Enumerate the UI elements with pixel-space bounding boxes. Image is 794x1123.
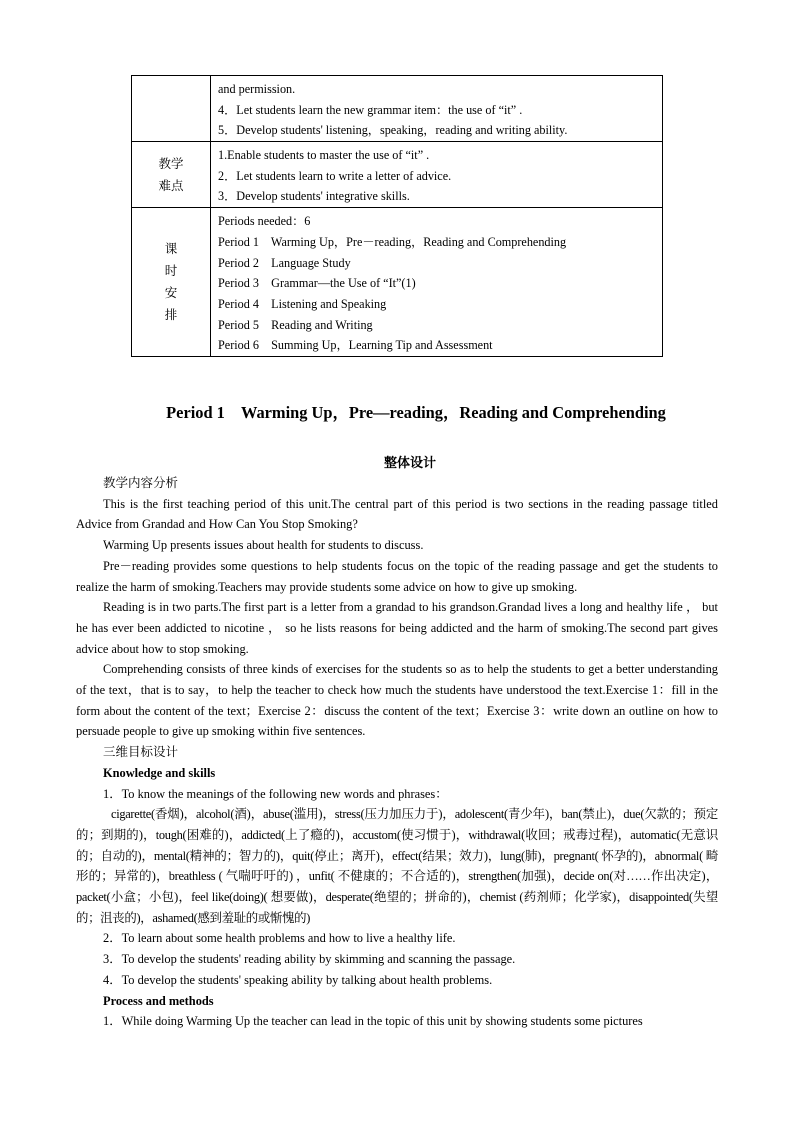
schedule-cell: [211, 208, 663, 357]
table-row-schedule: [132, 208, 663, 357]
knowledge-item: 1．To know the meanings of the following new words and phrases：: [103, 786, 448, 801]
objectives-line: and permission.: [218, 82, 296, 96]
objectives-line: 5．Develop students' listening，speaking，reading and writing ability.: [218, 123, 568, 138]
period-title: Period 1 Warming Up，Pre—reading，Reading and Comprehending: [166, 403, 666, 422]
difficulties-line: 1.Enable students to master the use of “it” .: [218, 148, 430, 163]
difficulties-header-cell: [132, 142, 211, 208]
schedule-line: Period 3 Grammar—the Use of “It”(1): [218, 276, 416, 291]
paragraph: Pre－reading provides some questions to help students focus on the topic of the reading passage and get the students to realize the harm of smoking.Teachers may provide students some advice on how to give up smoking.: [76, 558, 718, 594]
teaching-plan-table: [131, 75, 663, 357]
objectives-header-cell: [132, 76, 211, 142]
schedule-header-char: 时: [164, 263, 178, 279]
knowledge-item: 2．To learn about some health problems and how to live a healthy life.: [103, 931, 456, 946]
paragraph: Reading is in two parts.The first part is a letter from a grandad to his grandson.Grandad lives a long and healthy life ， but he has ever been addicted to nicotine ， so he lists reasons for being addicted and the harm of smoking.The second part gives advice about how to stop smoking.: [76, 600, 718, 656]
paragraph: Comprehending consists of three kinds of exercises for the students so as to help the students to get a better understanding of the text，that is to say，to help the teacher to check how much the students have understood the text.Exercise 1：fill in the form about the content of the text；Exercise 2：discuss the content of the text；Exercise 3：write down an outline on how to persuade people to give up smoking within five sentences.: [76, 662, 718, 739]
schedule-line: Periods needed：6: [218, 214, 311, 229]
paragraph: This is the first teaching period of this unit.The central part of this period is two sections in the reading passage titled Advice from Grandad and How Can You Stop Smoking?: [76, 496, 718, 532]
paragraph: Warming Up presents issues about health for students to discuss.: [103, 538, 424, 553]
goals-heading: 三维目标设计: [103, 744, 179, 760]
section-title: 整体设计: [383, 456, 436, 471]
schedule-line: Period 2 Language Study: [218, 255, 351, 270]
difficulties-cell: [211, 142, 663, 208]
schedule-header-cell: [132, 208, 211, 357]
schedule-header-char: 课: [164, 241, 178, 257]
difficulties-header-line: 教学: [158, 155, 184, 171]
schedule-line: Period 5 Reading and Writing: [218, 317, 373, 332]
objectives-cell: [211, 76, 663, 142]
process-heading: Process and methods: [103, 993, 214, 1008]
knowledge-item: 4．To develop the students' speaking ability by talking about health problems.: [103, 972, 493, 987]
difficulties-line: 3．Develop students' integrative skills.: [218, 189, 410, 204]
schedule-line: Period 6 Summing Up，Learning Tip and Assessment: [218, 338, 493, 353]
difficulties-line: 2．Let students learn to write a letter of advice.: [218, 168, 452, 183]
table-row-difficulties: [132, 142, 663, 208]
table-row-objectives: [132, 76, 663, 142]
knowledge-item: 3．To develop the students' reading ability by skimming and scanning the passage.: [103, 952, 516, 967]
schedule-header-char: 安: [164, 285, 178, 301]
knowledge-heading: Knowledge and skills: [103, 765, 216, 780]
schedule-line: Period 1 Warming Up，Pre－reading，Reading and Comprehending: [218, 234, 567, 249]
content-analysis-heading: 教学内容分析: [103, 475, 179, 490]
schedule-header-char: 排: [164, 307, 178, 323]
difficulties-header-line: 难点: [158, 177, 184, 193]
main-content: [76, 473, 718, 1032]
process-item: 1．While doing Warming Up the teacher can lead in the topic of this unit by showing students some pictures: [103, 1014, 643, 1029]
schedule-line: Period 4 Listening and Speaking: [218, 296, 387, 311]
vocabulary-list: cigarette(香烟)，alcohol(酒)，abuse(滥用)，stress(压力加压力于)，adolescent(青少年)，ban(禁止)，due(欠款的；预定的；到期的)，tough(困难的)，addicted(上了瘾的)，accustom(使习惯于)，withdrawal(收回；戒毒过程)，automatic(无意识的；自动的)，mental(精神的；智力的)，quit(停止；离开)，effect(结果；效力)，lung(肺)，pregnant( 怀孕的)，abnormal( 畸形的；异常的)，breathless ( 气喘吁吁的) ，unfit( 不健康的；不合适的)，strengthen(加强)，decide on(对……作出决定)，packet(小盒；小包)，feel like(doing)( 想要做)，desperate(绝望的；拼命的)，chemist (药剂师；化学家)，disappointed(失望的；沮丧的)，ashamed(感到羞耻的或惭愧的): [76, 807, 718, 925]
objectives-line: 4．Let students learn the new grammar item：the use of “it” .: [218, 102, 523, 117]
